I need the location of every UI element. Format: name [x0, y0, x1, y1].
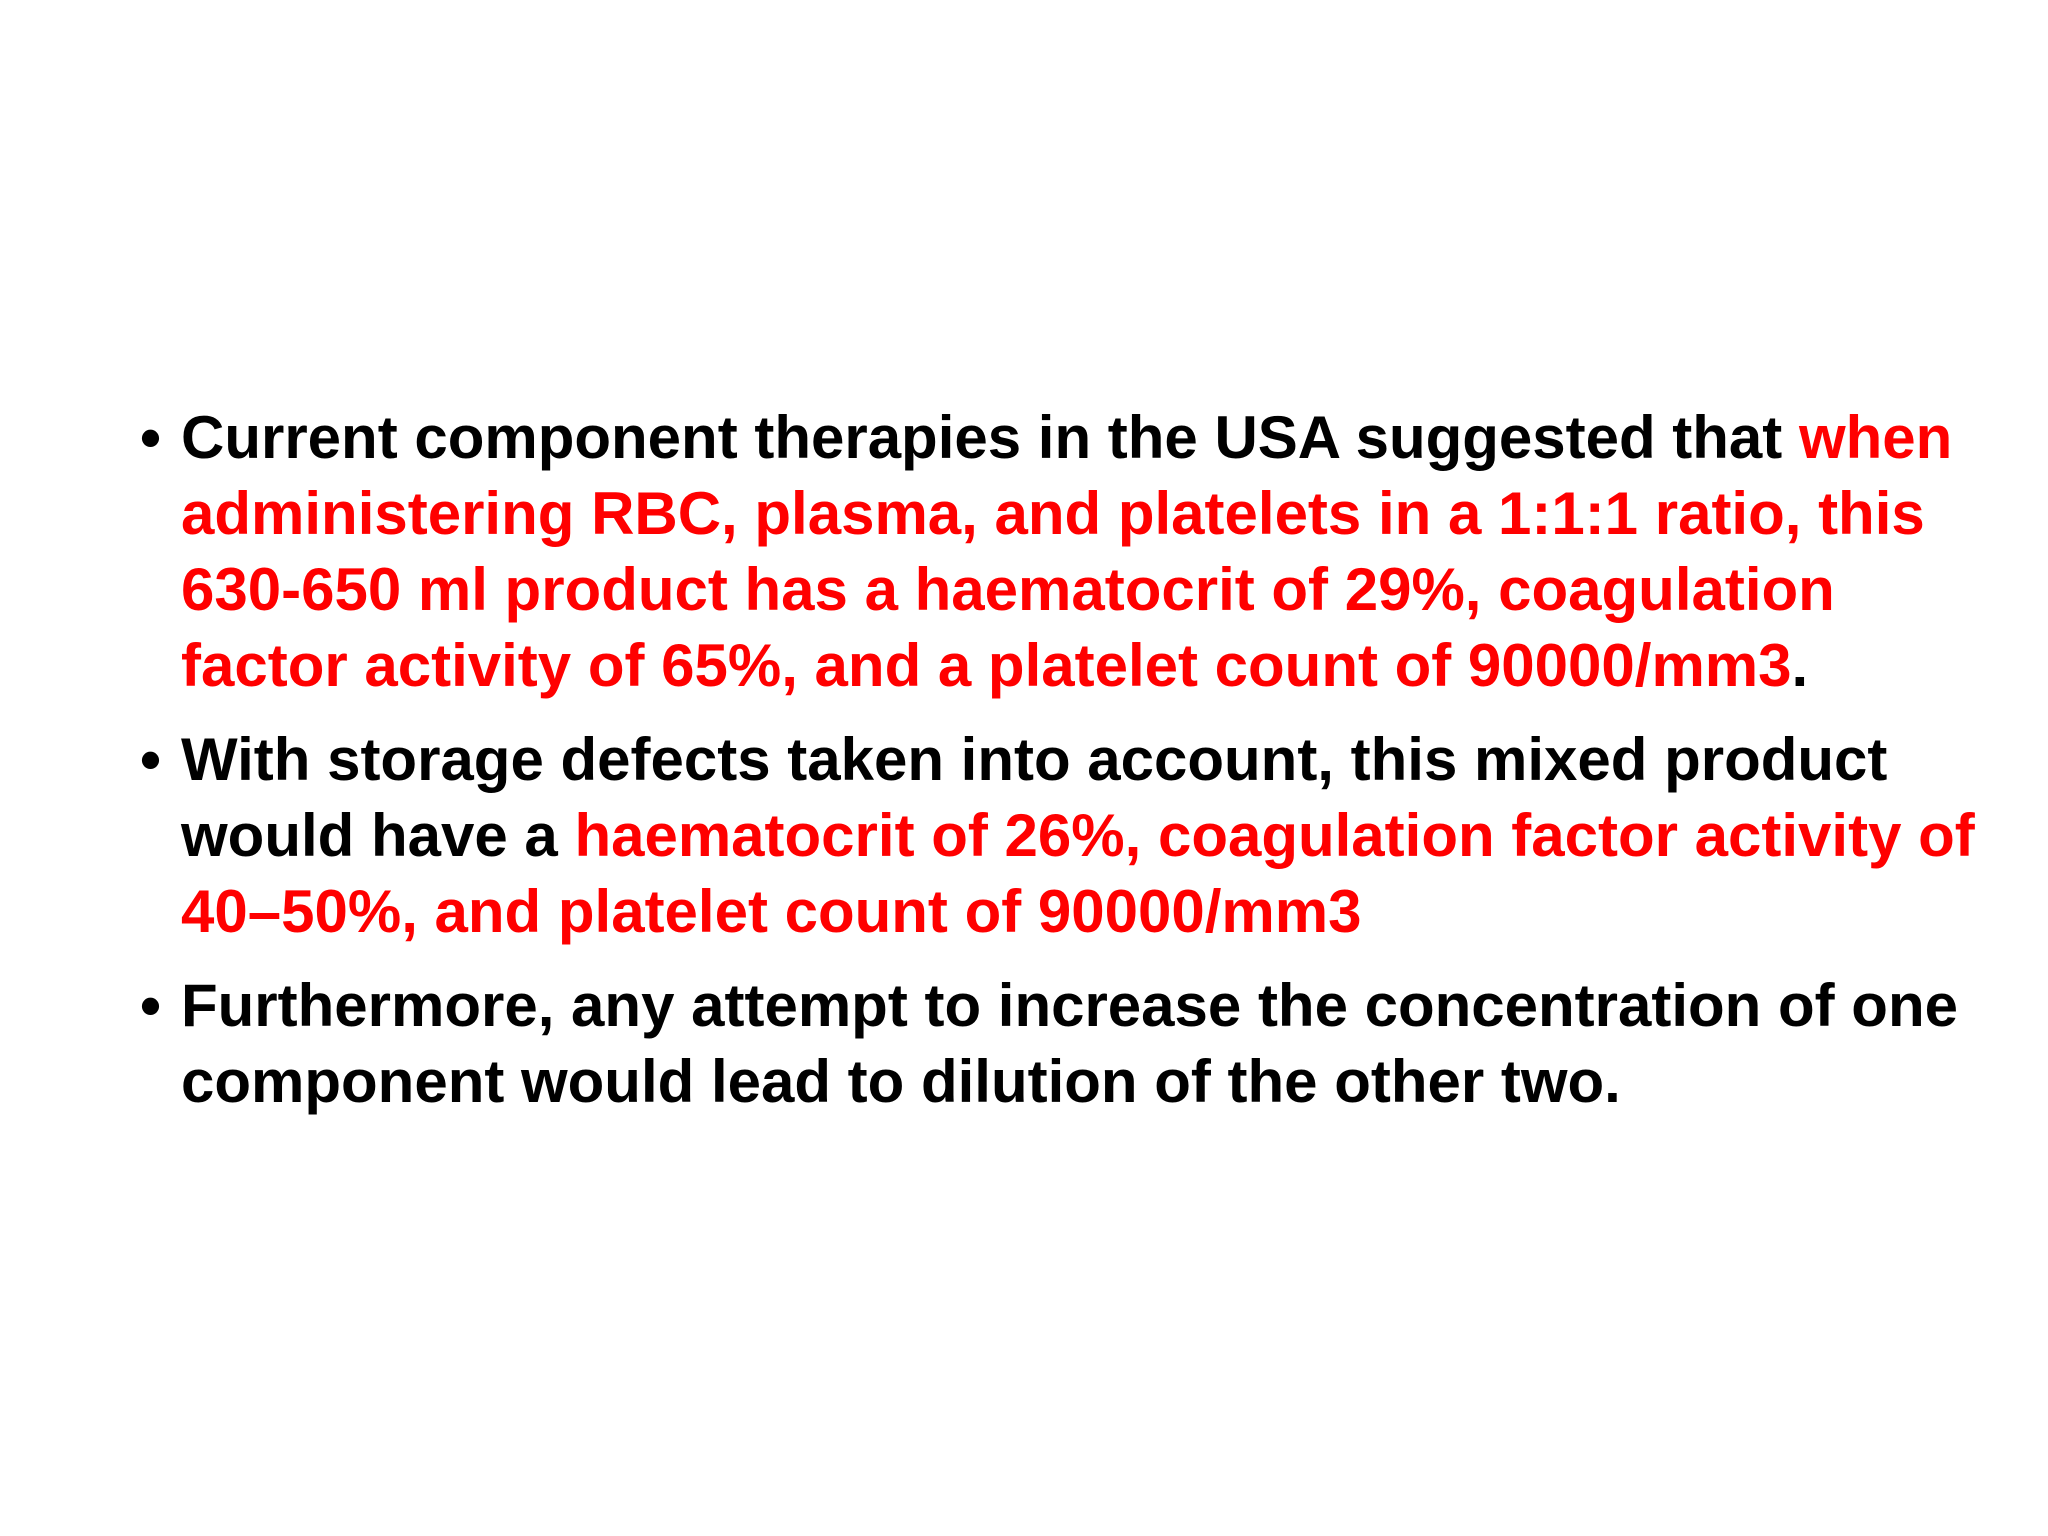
bullet-text-segment: Current component therapies in the USA suggested that [181, 404, 1799, 471]
bullet-text-segment: Furthermore, any attempt to increase the concentration of one component would lead to dilution of the other two. [181, 972, 1958, 1115]
highlighted-text-segment: haematocrit of 26%, coagulation factor activity of 40–50%, and platelet count of 90000/mm3 [181, 802, 1975, 945]
bullet-dot: • [140, 404, 162, 471]
bullet-dot: • [140, 726, 162, 793]
bullet-text-segment: With storage defects taken into account, this mixed product would have a [181, 726, 1888, 869]
bullet-dot: • [140, 972, 162, 1039]
bullet-item-dilution [140, 968, 1980, 1120]
bullet-item-storage-defects [140, 722, 1980, 950]
bullet-text-segment: . [1791, 632, 1809, 699]
bullet-list [140, 400, 1980, 1138]
bullet-item-storage-components [140, 400, 1980, 704]
highlighted-text-segment: when administering RBC, plasma, and platelets in a 1:1:1 ratio, this 630-650 ml product has a haematocrit of 29%, coagulation factor activity of 65%, and a platelet count of 90000/mm3 [181, 404, 1953, 699]
